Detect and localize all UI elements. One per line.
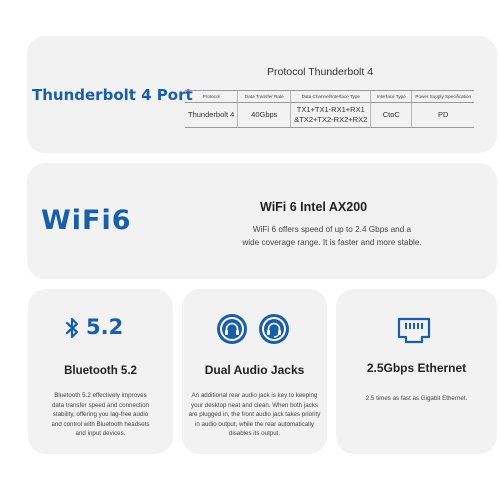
bluetooth-desc-line: and input devices. xyxy=(75,430,126,438)
audio-title: Dual Audio Jacks xyxy=(204,363,305,377)
ethernet-description: 2.5 times as fast as Gigabit Ethernet. xyxy=(365,395,468,402)
bluetooth-desc-line: and control with Bluetooth headsets xyxy=(51,420,150,428)
cell-protocol: Thunderbolt 4 xyxy=(185,103,238,128)
protocol-heading: Protocol Thunderbolt 4 xyxy=(267,66,374,78)
wifi-logo-text: WiFi6 xyxy=(41,205,132,236)
thunderbolt-card xyxy=(27,36,497,153)
audio-desc-line: your desktop neat and clean. When both jacks xyxy=(191,401,318,409)
header-rate: Data Transfer Rate xyxy=(238,91,291,103)
bluetooth-desc-line: Bluetooth 5.2 effectively improves xyxy=(54,392,147,399)
bluetooth-desc-line: stability, offering you lag-free audio xyxy=(52,411,149,419)
header-protocol: Protocol xyxy=(185,91,238,103)
audio-card xyxy=(182,289,327,454)
wifi-desc-line-1: WiFi 6 offers speed of up to 2.4 Gbps and a xyxy=(252,225,412,234)
channel-line-1: TX1+TX1-RX1+RX1 xyxy=(296,105,365,114)
ethernet-port-icon xyxy=(396,315,432,345)
audio-description xyxy=(186,391,323,439)
wifi-title: WiFi 6 Intel AX200 xyxy=(260,200,368,214)
headphone-jack-icon xyxy=(216,313,248,345)
wifi-desc-line-2: wide coverage range. It is faster and more stable. xyxy=(242,238,422,247)
wifi6-logo xyxy=(35,198,135,238)
cell-channel xyxy=(291,103,371,128)
cell-interface: CtoC xyxy=(371,103,412,128)
microphone-jack-icon xyxy=(258,313,290,345)
audio-desc-line: An additional rear audio jack is key to keeping xyxy=(191,392,318,399)
bluetooth-desc-line: data transfer speed and connection xyxy=(51,401,149,409)
header-channel: Data Channel/Interface Type xyxy=(291,91,371,103)
spec-table xyxy=(185,90,474,128)
header-power: Power Supply Specification xyxy=(412,91,475,103)
audio-desc-line: disables its output. xyxy=(228,430,281,438)
bluetooth-icon xyxy=(64,317,82,339)
ethernet-card xyxy=(336,289,497,454)
thunderbolt-title: Thunderbolt 4 Port xyxy=(32,86,193,104)
wifi-description xyxy=(217,223,447,249)
bluetooth-card xyxy=(28,289,173,454)
ethernet-title: 2.5Gbps Ethernet xyxy=(366,361,467,375)
bluetooth-title: Bluetooth 5.2 xyxy=(64,365,137,377)
header-interface: Interface Type xyxy=(371,91,412,103)
audio-desc-line: in audio output, while the rear automatically xyxy=(194,420,314,428)
table-row xyxy=(185,103,474,128)
bluetooth-description xyxy=(36,391,165,439)
cell-power: PD xyxy=(412,103,475,128)
cell-rate: 40Gbps xyxy=(238,103,291,128)
channel-line-2: &TX2+TX2-RX2+RX2 xyxy=(294,115,368,124)
bluetooth-version: 5.2 xyxy=(86,315,124,339)
audio-desc-line: are plugged in, the front audio jack takes priority xyxy=(188,411,321,419)
wifi-card xyxy=(27,163,497,279)
